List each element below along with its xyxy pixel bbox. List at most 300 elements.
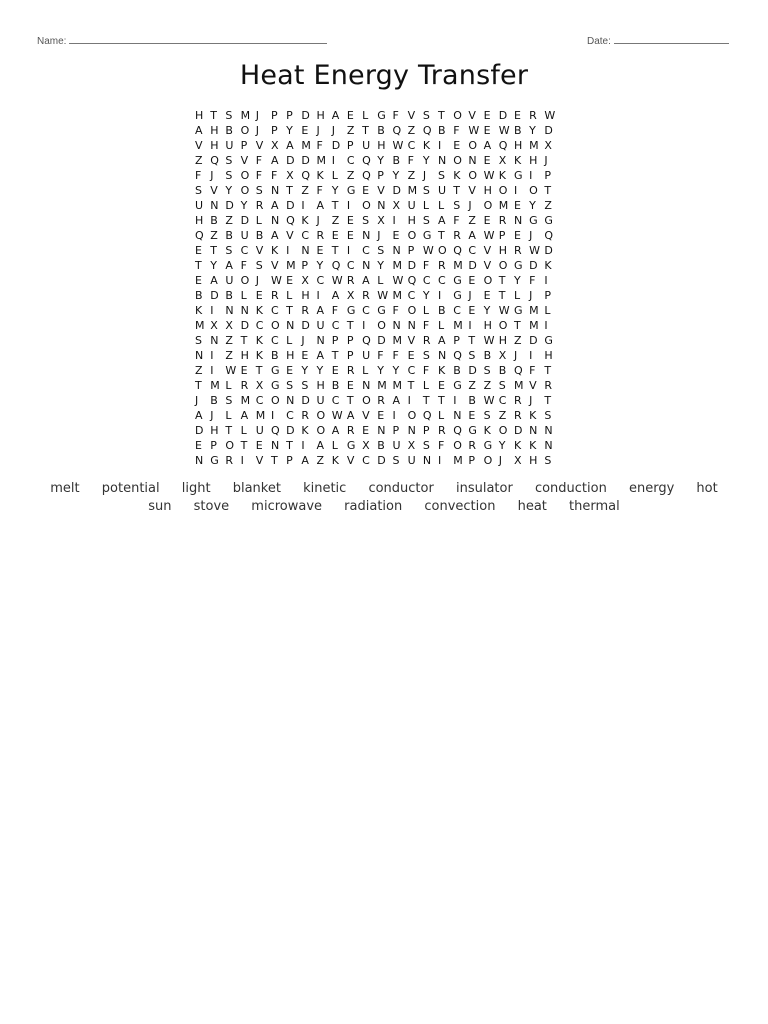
grid-letter[interactable]: I bbox=[529, 169, 533, 182]
grid-letter[interactable]: W bbox=[392, 139, 404, 152]
grid-letter[interactable]: N bbox=[225, 304, 234, 317]
grid-letter[interactable]: E bbox=[362, 424, 370, 437]
grid-letter[interactable]: B bbox=[225, 229, 233, 242]
grid-letter[interactable]: Y bbox=[483, 304, 491, 317]
grid-letter[interactable]: V bbox=[407, 109, 416, 122]
grid-letter[interactable]: T bbox=[438, 109, 445, 122]
grid-letter[interactable]: V bbox=[362, 409, 370, 422]
grid-letter[interactable]: J bbox=[513, 349, 518, 362]
grid-letter[interactable]: A bbox=[316, 439, 325, 452]
grid-letter[interactable]: L bbox=[377, 274, 384, 287]
grid-letter[interactable]: F bbox=[529, 364, 536, 377]
grid-letter[interactable]: E bbox=[483, 109, 491, 122]
grid-letter[interactable]: E bbox=[483, 154, 491, 167]
grid-letter[interactable]: E bbox=[483, 214, 491, 227]
grid-letter[interactable]: D bbox=[195, 424, 204, 437]
grid-letter[interactable]: P bbox=[377, 169, 384, 182]
grid-letter[interactable]: X bbox=[225, 319, 233, 332]
grid-letter[interactable]: T bbox=[468, 334, 476, 347]
grid-letter[interactable]: F bbox=[331, 304, 339, 317]
grid-letter[interactable]: R bbox=[346, 274, 355, 287]
grid-letter[interactable]: C bbox=[362, 244, 370, 257]
grid-letter[interactable]: P bbox=[346, 139, 354, 152]
grid-letter[interactable]: J bbox=[422, 169, 427, 182]
grid-letter[interactable]: Y bbox=[377, 259, 384, 272]
grid-letter[interactable]: K bbox=[255, 304, 263, 317]
grid-letter[interactable]: H bbox=[498, 244, 508, 257]
grid-letter[interactable]: P bbox=[453, 334, 460, 347]
grid-letter[interactable]: J bbox=[544, 154, 548, 167]
grid-letter[interactable]: A bbox=[270, 154, 279, 167]
date-field[interactable] bbox=[587, 34, 729, 47]
grid-letter[interactable]: A bbox=[286, 139, 294, 152]
grid-letter[interactable]: I bbox=[544, 274, 548, 287]
grid-letter[interactable]: I bbox=[301, 439, 305, 452]
grid-letter[interactable]: L bbox=[362, 364, 369, 377]
grid-letter[interactable]: H bbox=[513, 139, 523, 152]
grid-letter[interactable]: A bbox=[270, 229, 279, 242]
grid-letter[interactable]: B bbox=[498, 364, 507, 377]
grid-letter[interactable]: J bbox=[255, 274, 259, 287]
grid-letter[interactable]: X bbox=[498, 154, 507, 167]
grid-letter[interactable]: C bbox=[453, 304, 461, 317]
grid-letter[interactable]: S bbox=[438, 169, 445, 182]
grid-letter[interactable]: K bbox=[301, 214, 309, 227]
grid-letter[interactable]: J bbox=[377, 229, 381, 242]
grid-letter[interactable]: M bbox=[255, 409, 266, 422]
grid-letter[interactable]: X bbox=[377, 214, 385, 227]
grid-letter[interactable]: K bbox=[453, 169, 461, 182]
grid-letter[interactable]: I bbox=[270, 409, 275, 422]
grid-letter[interactable]: E bbox=[513, 109, 521, 122]
grid-letter[interactable]: C bbox=[407, 364, 416, 377]
grid-letter[interactable]: K bbox=[255, 349, 263, 362]
grid-letter[interactable]: A bbox=[362, 274, 370, 287]
grid-letter[interactable]: O bbox=[240, 184, 250, 197]
grid-letter[interactable]: S bbox=[255, 184, 263, 197]
grid-letter[interactable]: V bbox=[270, 259, 279, 272]
grid-letter[interactable]: X bbox=[407, 439, 416, 452]
grid-letter[interactable]: K bbox=[195, 304, 203, 317]
grid-letter[interactable]: I bbox=[438, 139, 442, 152]
grid-letter[interactable]: J bbox=[255, 124, 259, 137]
grid-letter[interactable]: W bbox=[483, 169, 495, 182]
grid-letter[interactable]: H bbox=[195, 214, 204, 227]
grid-letter[interactable]: N bbox=[301, 244, 310, 257]
grid-letter[interactable]: S bbox=[544, 454, 552, 467]
grid-letter[interactable]: L bbox=[438, 319, 445, 332]
grid-letter[interactable]: Y bbox=[422, 154, 430, 167]
grid-letter[interactable]: C bbox=[468, 244, 477, 257]
grid-letter[interactable]: M bbox=[240, 109, 251, 122]
grid-letter[interactable]: M bbox=[392, 334, 402, 347]
grid-letter[interactable]: H bbox=[483, 319, 492, 332]
grid-letter[interactable]: W bbox=[483, 229, 495, 242]
grid-letter[interactable]: Q bbox=[392, 124, 402, 137]
grid-letter[interactable]: G bbox=[544, 214, 553, 227]
grid-letter[interactable]: K bbox=[255, 334, 263, 347]
grid-letter[interactable]: U bbox=[225, 274, 234, 287]
grid-letter[interactable]: O bbox=[468, 169, 478, 182]
grid-letter[interactable]: O bbox=[498, 424, 508, 437]
grid-letter[interactable]: D bbox=[240, 319, 250, 332]
grid-letter[interactable]: X bbox=[270, 139, 279, 152]
name-field[interactable] bbox=[37, 34, 327, 47]
grid-letter[interactable]: Z bbox=[468, 379, 476, 392]
grid-letter[interactable]: Z bbox=[210, 229, 218, 242]
grid-letter[interactable]: J bbox=[529, 229, 533, 242]
grid-letter[interactable]: Y bbox=[529, 199, 536, 212]
grid-letter[interactable]: C bbox=[362, 454, 370, 467]
grid-letter[interactable]: Y bbox=[422, 289, 430, 302]
grid-letter[interactable]: D bbox=[392, 184, 401, 197]
grid-letter[interactable]: T bbox=[544, 184, 552, 197]
grid-letter[interactable]: P bbox=[286, 109, 293, 122]
grid-letter[interactable]: T bbox=[331, 244, 339, 257]
grid-letter[interactable]: K bbox=[544, 259, 552, 272]
grid-letter[interactable]: D bbox=[407, 259, 417, 272]
grid-letter[interactable]: B bbox=[225, 289, 233, 302]
grid-letter[interactable]: R bbox=[438, 424, 446, 437]
grid-letter[interactable]: H bbox=[195, 109, 204, 122]
grid-letter[interactable]: Z bbox=[407, 124, 416, 137]
grid-letter[interactable]: W bbox=[331, 409, 343, 422]
grid-letter[interactable]: Y bbox=[529, 124, 536, 137]
grid-letter[interactable]: O bbox=[407, 409, 417, 422]
grid-letter[interactable]: L bbox=[331, 169, 338, 182]
grid-letter[interactable]: N bbox=[270, 439, 280, 452]
grid-letter[interactable]: O bbox=[453, 154, 462, 167]
grid-letter[interactable]: N bbox=[195, 349, 204, 362]
grid-letter[interactable]: H bbox=[240, 349, 249, 362]
grid-letter[interactable]: I bbox=[331, 154, 335, 167]
grid-letter[interactable]: S bbox=[195, 184, 202, 197]
grid-letter[interactable]: H bbox=[286, 349, 295, 362]
grid-letter[interactable]: W bbox=[468, 124, 480, 137]
grid-letter[interactable]: Y bbox=[316, 259, 324, 272]
grid-letter[interactable]: D bbox=[286, 199, 295, 212]
grid-letter[interactable]: M bbox=[407, 184, 418, 197]
grid-letter[interactable]: Q bbox=[513, 364, 523, 377]
grid-letter[interactable]: H bbox=[407, 214, 416, 227]
grid-letter[interactable]: O bbox=[483, 199, 493, 212]
grid-letter[interactable]: D bbox=[301, 394, 310, 407]
grid-letter[interactable]: T bbox=[544, 364, 552, 377]
grid-letter[interactable]: N bbox=[270, 214, 280, 227]
grid-letter[interactable]: E bbox=[483, 289, 491, 302]
grid-letter[interactable]: M bbox=[453, 454, 463, 467]
grid-letter[interactable]: B bbox=[483, 349, 492, 362]
grid-letter[interactable]: H bbox=[210, 424, 219, 437]
grid-letter[interactable]: D bbox=[286, 154, 295, 167]
grid-letter[interactable]: E bbox=[438, 379, 445, 392]
grid-letter[interactable]: P bbox=[422, 424, 430, 437]
grid-letter[interactable]: C bbox=[255, 319, 264, 332]
grid-letter[interactable]: X bbox=[544, 139, 552, 152]
grid-letter[interactable]: P bbox=[392, 424, 400, 437]
grid-letter[interactable]: H bbox=[210, 139, 219, 152]
grid-letter[interactable]: M bbox=[529, 139, 539, 152]
grid-letter[interactable]: B bbox=[513, 124, 522, 137]
grid-letter[interactable]: C bbox=[255, 394, 264, 407]
grid-letter[interactable]: S bbox=[286, 379, 294, 392]
grid-letter[interactable]: F bbox=[195, 169, 202, 182]
grid-letter[interactable]: E bbox=[301, 124, 309, 137]
grid-letter[interactable]: X bbox=[210, 319, 218, 332]
grid-letter[interactable]: L bbox=[422, 379, 429, 392]
grid-letter[interactable]: Y bbox=[316, 364, 324, 377]
grid-letter[interactable]: Q bbox=[362, 334, 371, 347]
grid-letter[interactable]: T bbox=[498, 274, 506, 287]
grid-letter[interactable]: Z bbox=[316, 454, 325, 467]
grid-letter[interactable]: L bbox=[225, 379, 232, 392]
grid-letter[interactable]: N bbox=[422, 454, 432, 467]
grid-letter[interactable]: B bbox=[468, 394, 476, 407]
grid-letter[interactable]: Q bbox=[301, 169, 310, 182]
grid-letter[interactable]: K bbox=[331, 454, 339, 467]
grid-letter[interactable]: I bbox=[529, 349, 533, 362]
grid-letter[interactable]: Z bbox=[195, 154, 203, 167]
grid-letter[interactable]: W bbox=[392, 274, 404, 287]
grid-letter[interactable]: Z bbox=[225, 334, 233, 347]
grid-letter[interactable]: T bbox=[331, 349, 339, 362]
grid-letter[interactable]: R bbox=[377, 394, 385, 407]
grid-letter[interactable]: C bbox=[286, 409, 294, 422]
grid-letter[interactable]: Q bbox=[453, 244, 462, 257]
grid-letter[interactable]: V bbox=[483, 244, 492, 257]
grid-letter[interactable]: E bbox=[513, 229, 521, 242]
grid-letter[interactable]: D bbox=[544, 244, 553, 257]
grid-letter[interactable]: M bbox=[286, 259, 296, 272]
grid-letter[interactable]: N bbox=[286, 394, 295, 407]
grid-letter[interactable]: T bbox=[362, 124, 369, 137]
grid-letter[interactable]: P bbox=[240, 139, 248, 152]
grid-letter[interactable]: T bbox=[210, 244, 217, 257]
grid-letter[interactable]: K bbox=[513, 154, 522, 167]
grid-letter[interactable]: O bbox=[270, 394, 280, 407]
grid-letter[interactable]: S bbox=[225, 154, 233, 167]
grid-letter[interactable]: C bbox=[316, 274, 325, 287]
grid-letter[interactable]: S bbox=[377, 244, 385, 257]
grid-letter[interactable]: P bbox=[346, 334, 354, 347]
grid-letter[interactable]: L bbox=[255, 214, 262, 227]
grid-letter[interactable]: N bbox=[362, 259, 371, 272]
grid-letter[interactable]: O bbox=[240, 124, 250, 137]
grid-letter[interactable]: M bbox=[529, 319, 539, 332]
grid-letter[interactable]: Z bbox=[195, 364, 203, 377]
grid-letter[interactable]: T bbox=[453, 184, 460, 197]
grid-letter[interactable]: M bbox=[240, 394, 251, 407]
grid-letter[interactable]: S bbox=[422, 109, 430, 122]
grid-letter[interactable]: N bbox=[438, 154, 447, 167]
grid-letter[interactable]: W bbox=[483, 334, 495, 347]
grid-letter[interactable]: C bbox=[346, 154, 355, 167]
grid-letter[interactable]: R bbox=[544, 379, 552, 392]
grid-letter[interactable]: P bbox=[270, 124, 278, 137]
grid-letter[interactable]: J bbox=[316, 124, 320, 137]
grid-letter[interactable]: A bbox=[468, 229, 476, 242]
grid-letter[interactable]: T bbox=[331, 199, 339, 212]
grid-letter[interactable]: M bbox=[210, 379, 220, 392]
grid-letter[interactable]: S bbox=[225, 244, 233, 257]
grid-letter[interactable]: K bbox=[529, 409, 537, 422]
grid-letter[interactable]: S bbox=[225, 394, 233, 407]
grid-letter[interactable]: J bbox=[498, 454, 502, 467]
grid-letter[interactable]: Z bbox=[331, 214, 340, 227]
grid-letter[interactable]: R bbox=[438, 259, 446, 272]
grid-letter[interactable]: W bbox=[483, 394, 495, 407]
grid-letter[interactable]: L bbox=[513, 289, 521, 302]
grid-letter[interactable]: T bbox=[270, 454, 278, 467]
grid-letter[interactable]: X bbox=[392, 199, 400, 212]
grid-letter[interactable]: D bbox=[498, 109, 508, 122]
grid-letter[interactable]: L bbox=[240, 424, 247, 437]
grid-letter[interactable]: O bbox=[407, 229, 417, 242]
grid-letter[interactable]: B bbox=[438, 304, 446, 317]
grid-letter[interactable]: D bbox=[544, 124, 553, 137]
grid-letter[interactable]: Q bbox=[270, 424, 280, 437]
grid-letter[interactable]: J bbox=[210, 409, 214, 422]
grid-letter[interactable]: Z bbox=[407, 169, 416, 182]
grid-letter[interactable]: L bbox=[240, 289, 247, 302]
grid-letter[interactable]: V bbox=[255, 244, 264, 257]
grid-letter[interactable]: O bbox=[377, 319, 386, 332]
grid-letter[interactable]: S bbox=[255, 259, 263, 272]
grid-letter[interactable]: C bbox=[240, 244, 249, 257]
grid-letter[interactable]: V bbox=[468, 184, 476, 197]
grid-letter[interactable]: T bbox=[438, 229, 445, 242]
grid-letter[interactable]: S bbox=[225, 169, 233, 182]
grid-letter[interactable]: U bbox=[362, 139, 371, 152]
grid-letter[interactable]: C bbox=[498, 394, 507, 407]
grid-letter[interactable]: N bbox=[453, 409, 462, 422]
grid-letter[interactable]: G bbox=[270, 364, 280, 377]
grid-letter[interactable]: N bbox=[392, 244, 401, 257]
grid-letter[interactable]: E bbox=[346, 379, 354, 392]
grid-letter[interactable]: Z bbox=[346, 124, 355, 137]
grid-letter[interactable]: C bbox=[407, 289, 416, 302]
grid-letter[interactable]: C bbox=[331, 319, 340, 332]
grid-letter[interactable]: A bbox=[438, 214, 446, 227]
grid-letter[interactable]: W bbox=[225, 364, 237, 377]
grid-letter[interactable]: Z bbox=[346, 169, 355, 182]
grid-letter[interactable]: O bbox=[453, 439, 462, 452]
grid-letter[interactable]: K bbox=[529, 439, 537, 452]
grid-letter[interactable]: K bbox=[270, 244, 279, 257]
grid-letter[interactable]: J bbox=[468, 289, 472, 302]
grid-letter[interactable]: D bbox=[377, 454, 386, 467]
grid-letter[interactable]: F bbox=[392, 349, 399, 362]
grid-letter[interactable]: E bbox=[407, 349, 415, 362]
grid-letter[interactable]: P bbox=[498, 229, 506, 242]
grid-letter[interactable]: M bbox=[392, 379, 402, 392]
grid-letter[interactable]: K bbox=[483, 424, 491, 437]
grid-letter[interactable]: Y bbox=[513, 274, 521, 287]
grid-letter[interactable]: I bbox=[513, 184, 518, 197]
grid-letter[interactable]: H bbox=[544, 349, 553, 362]
grid-letter[interactable]: V bbox=[240, 154, 249, 167]
grid-letter[interactable]: D bbox=[468, 364, 477, 377]
grid-letter[interactable]: N bbox=[377, 424, 386, 437]
grid-letter[interactable]: E bbox=[286, 274, 294, 287]
grid-letter[interactable]: E bbox=[195, 439, 202, 452]
grid-letter[interactable]: V bbox=[255, 139, 264, 152]
grid-letter[interactable]: O bbox=[270, 319, 280, 332]
grid-letter[interactable]: D bbox=[240, 214, 250, 227]
grid-letter[interactable]: Q bbox=[453, 424, 462, 437]
grid-letter[interactable]: G bbox=[270, 379, 280, 392]
grid-letter[interactable]: I bbox=[407, 394, 411, 407]
grid-letter[interactable]: F bbox=[392, 304, 399, 317]
grid-letter[interactable]: G bbox=[453, 379, 462, 392]
grid-letter[interactable]: B bbox=[453, 364, 461, 377]
grid-letter[interactable]: M bbox=[513, 379, 524, 392]
grid-letter[interactable]: Q bbox=[286, 214, 295, 227]
grid-letter[interactable]: P bbox=[346, 349, 354, 362]
grid-letter[interactable]: G bbox=[513, 259, 523, 272]
grid-letter[interactable]: T bbox=[210, 109, 217, 122]
grid-letter[interactable]: S bbox=[392, 454, 400, 467]
grid-letter[interactable]: G bbox=[346, 304, 356, 317]
grid-letter[interactable]: N bbox=[286, 319, 295, 332]
grid-letter[interactable]: A bbox=[195, 124, 203, 137]
grid-letter[interactable]: Y bbox=[498, 439, 506, 452]
grid-letter[interactable]: C bbox=[346, 259, 355, 272]
grid-letter[interactable]: G bbox=[377, 304, 386, 317]
grid-letter[interactable]: G bbox=[544, 334, 553, 347]
grid-letter[interactable]: S bbox=[453, 199, 461, 212]
grid-letter[interactable]: N bbox=[362, 229, 371, 242]
grid-letter[interactable]: M bbox=[195, 319, 205, 332]
grid-letter[interactable]: V bbox=[210, 184, 218, 197]
grid-letter[interactable]: X bbox=[346, 289, 355, 302]
grid-letter[interactable]: I bbox=[286, 244, 290, 257]
grid-letter[interactable]: B bbox=[438, 124, 446, 137]
grid-letter[interactable]: C bbox=[270, 334, 279, 347]
grid-letter[interactable]: F bbox=[453, 214, 460, 227]
grid-letter[interactable]: U bbox=[316, 319, 325, 332]
grid-letter[interactable]: H bbox=[210, 124, 219, 137]
grid-letter[interactable]: O bbox=[225, 439, 235, 452]
grid-letter[interactable]: M bbox=[498, 199, 509, 212]
grid-letter[interactable]: E bbox=[316, 244, 324, 257]
grid-letter[interactable]: F bbox=[255, 169, 263, 182]
grid-letter[interactable]: T bbox=[240, 334, 248, 347]
grid-letter[interactable]: E bbox=[468, 304, 476, 317]
grid-letter[interactable]: T bbox=[286, 184, 293, 197]
grid-letter[interactable]: R bbox=[468, 439, 477, 452]
grid-letter[interactable]: G bbox=[513, 304, 523, 317]
grid-letter[interactable]: N bbox=[544, 439, 553, 452]
grid-letter[interactable]: W bbox=[529, 244, 541, 257]
grid-letter[interactable]: F bbox=[392, 109, 399, 122]
grid-letter[interactable]: T bbox=[422, 394, 430, 407]
grid-letter[interactable]: A bbox=[316, 349, 325, 362]
grid-letter[interactable]: B bbox=[210, 214, 218, 227]
grid-letter[interactable]: C bbox=[331, 394, 340, 407]
grid-letter[interactable]: Z bbox=[225, 214, 233, 227]
grid-letter[interactable]: W bbox=[544, 109, 556, 122]
grid-letter[interactable]: V bbox=[407, 334, 416, 347]
grid-letter[interactable]: P bbox=[544, 289, 551, 302]
grid-letter[interactable]: E bbox=[513, 199, 521, 212]
grid-letter[interactable]: E bbox=[346, 109, 354, 122]
grid-letter[interactable]: T bbox=[195, 259, 202, 272]
grid-letter[interactable]: T bbox=[346, 319, 354, 332]
grid-letter[interactable]: E bbox=[392, 229, 400, 242]
grid-letter[interactable]: D bbox=[301, 109, 310, 122]
grid-letter[interactable]: Q bbox=[407, 274, 417, 287]
